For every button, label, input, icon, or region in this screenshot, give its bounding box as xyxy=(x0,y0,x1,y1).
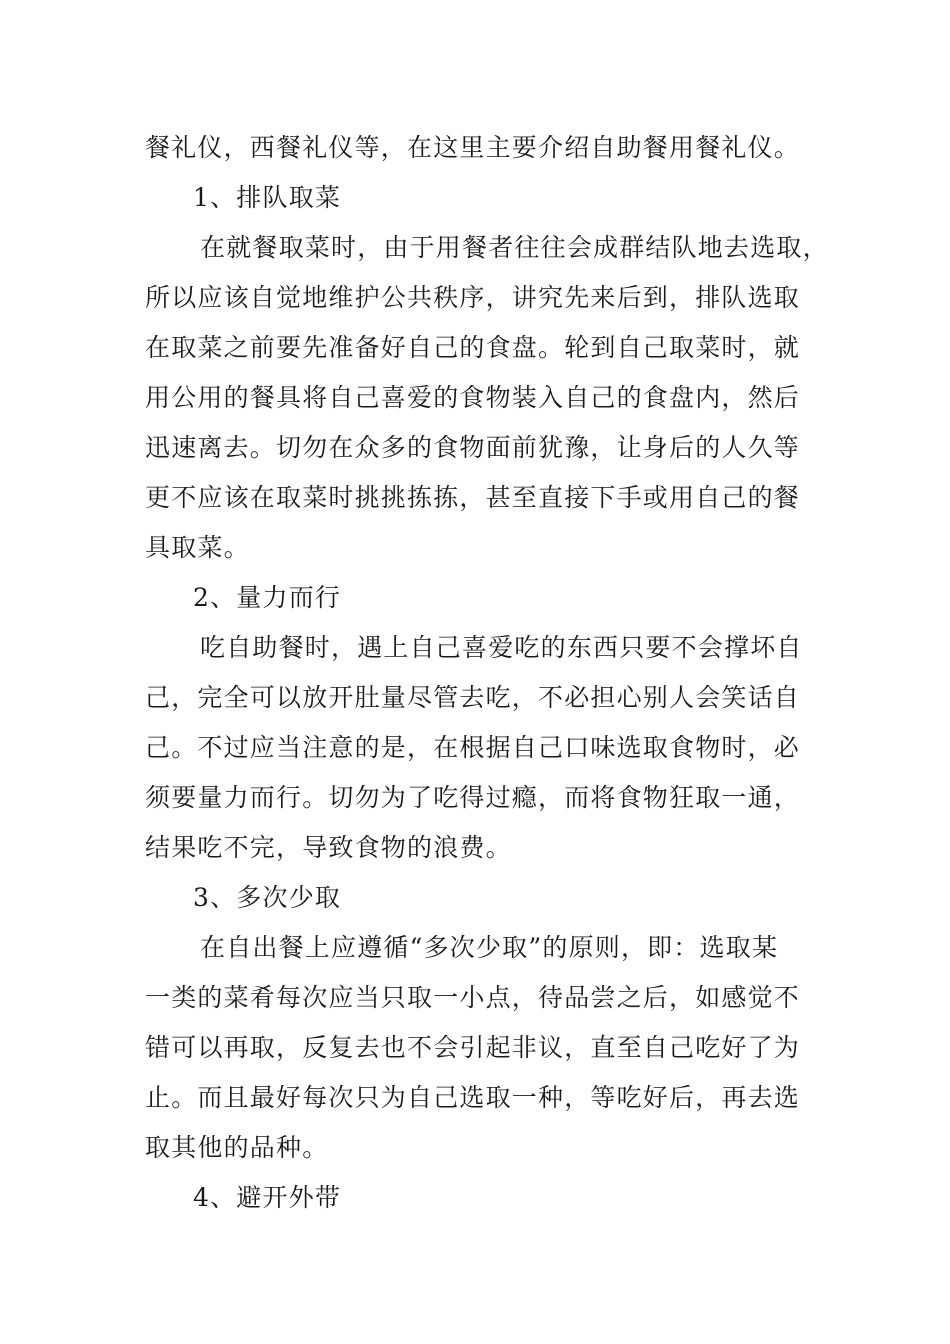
paragraph-first-line: 在自出餐上应遵循“多次少取”的原则，即：选取某 xyxy=(200,933,779,962)
section-heading-4: 4、避开外带 xyxy=(193,1183,342,1212)
text-line: 一类的菜肴每次应当只取一小点，待品尝之后，如感觉不 xyxy=(145,983,801,1012)
section-heading-2: 2、量力而行 xyxy=(193,583,342,612)
text-line: 止。而且最好每次只为自己选取一种，等吃好后，再去选 xyxy=(145,1083,801,1112)
paragraph-first-line: 吃自助餐时，遇上自己喜爱吃的东西只要不会撑坏自 xyxy=(200,633,803,662)
text-line: 所以应该自觉地维护公共秩序，讲究先来后到，排队选取 xyxy=(145,283,801,312)
text-line: 在取菜之前要先准备好自己的食盘。轮到自己取菜时，就 xyxy=(145,333,801,362)
text-line: 更不应该在取菜时挑挑拣拣，甚至直接下手或用自己的餐 xyxy=(145,483,801,512)
text-line: 须要量力而行。切勿为了吃得过瘾，而将食物狂取一通， xyxy=(145,783,801,812)
text-line: 具取菜。 xyxy=(145,533,250,562)
section-heading-3: 3、多次少取 xyxy=(193,883,342,912)
text-line: 取其他的品种。 xyxy=(145,1133,329,1162)
text-line: 餐礼仪，西餐礼仪等，在这里主要介绍自助餐用餐礼仪。 xyxy=(145,133,801,162)
section-heading-1: 1、排队取菜 xyxy=(193,183,342,212)
paragraph-first-line: 在就餐取菜时，由于用餐者往往会成群结队地去选取， xyxy=(200,233,829,262)
text-line: 己。不过应当注意的是，在根据自己口味选取食物时，必 xyxy=(145,733,801,762)
text-line: 结果吃不完，导致食物的浪费。 xyxy=(145,833,512,862)
text-line: 用公用的餐具将自己喜爱的食物装入自己的食盘内，然后 xyxy=(145,383,801,412)
text-line: 迅速离去。切勿在众多的食物面前犹豫，让身后的人久等 xyxy=(145,433,801,462)
text-line: 己，完全可以放开肚量尽管去吃，不必担心别人会笑话自 xyxy=(145,683,801,712)
text-line: 错可以再取，反复去也不会引起非议，直至自己吃好了为 xyxy=(145,1033,801,1062)
